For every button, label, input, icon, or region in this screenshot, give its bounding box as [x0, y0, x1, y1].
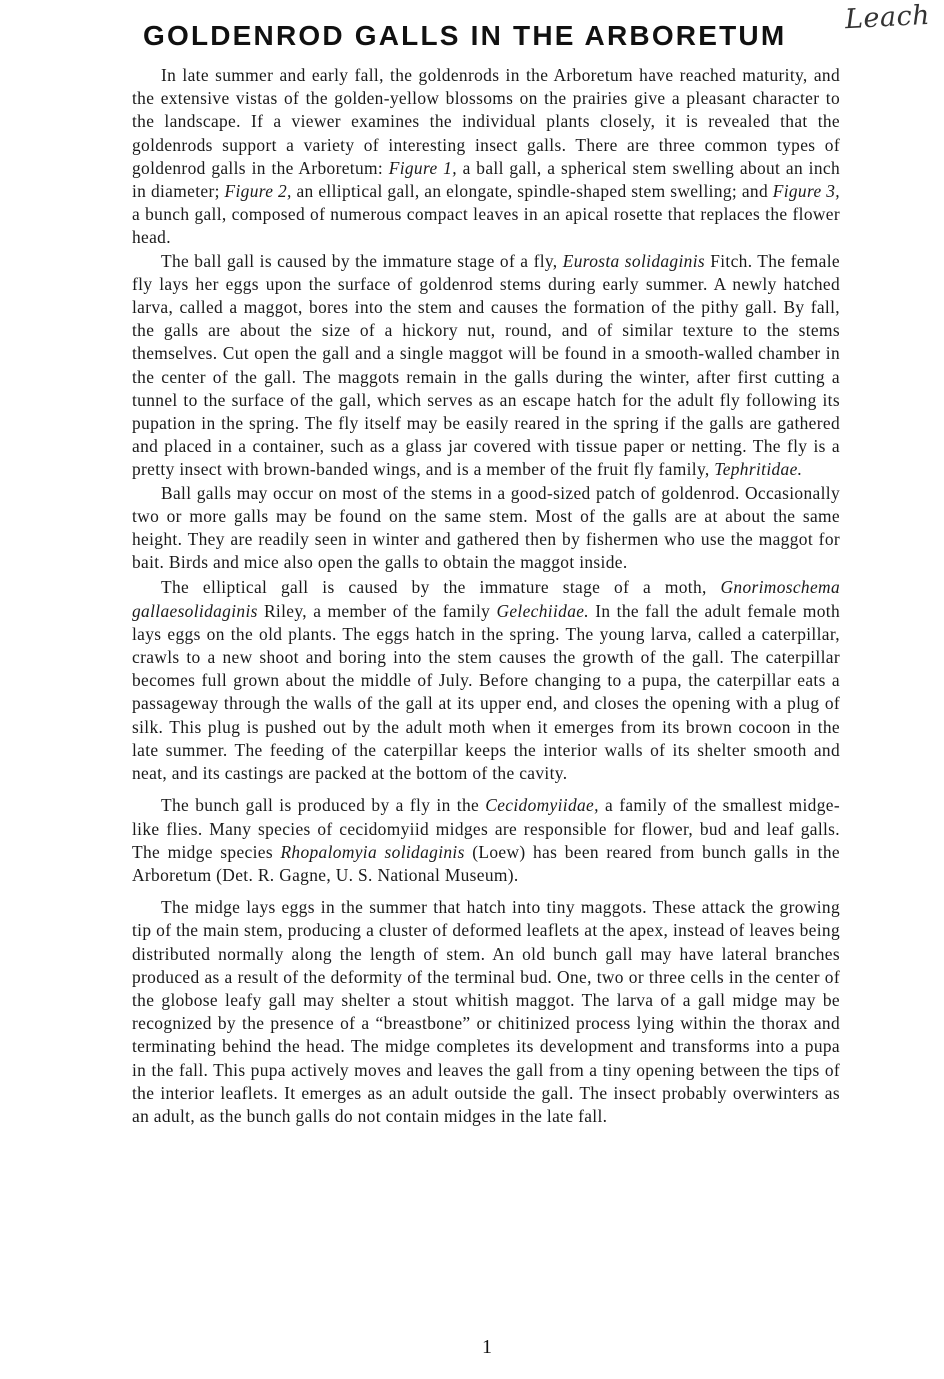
- paragraph-bunch-gall: [132, 794, 840, 887]
- text-run: Riley, a member of the family: [257, 600, 497, 621]
- paragraph-midge-life-cycle: The midge lays eggs in the summer that hatch into tiny maggots. These attack the growing tip of the main stem, producing a cluster of deformed leaflets at the apex, instead of leaves being distributed normally along the length of stem. An old bunch gall may have lateral branches produced as a result of the deformity of the terminal bud. One, two or three cells in the center of the globose leafy gall may shelter a stout whitish maggot. The larva of a gall midge may be recognized by the presence of a “breastbone” or chitinized process lying within the thorax and terminating behind the head. The midge completes its development and transforms into a pupa in the fall. This pupa actively moves and leaves the gall from a tiny opening between the tips of the interior leaflets. It emerges as an adult outside the gall. The insect probably overwinters as an adult, as the bunch galls do not contain midges in the late fall.: [132, 897, 840, 1126]
- figure-reference-1: Figure 1,: [388, 157, 457, 178]
- text-run: The bunch gall is produced by a fly in the: [161, 795, 486, 816]
- family-name: Gelechiidae.: [496, 600, 590, 621]
- text-run: an elliptical gall, an elongate, spindle-shaped stem swelling; and: [291, 181, 773, 202]
- text-run: Fitch. The female fly lays her eggs upon the surface of goldenrod stems during early summer. A newly hatched larva, called a maggot, bores into the stem and causes the formation of the pithy gall. By fall, the galls are about the size of a hickory nut, round, and of similar texture to the stems themselves. Cut open the gall and a single maggot will be found in a smooth-walled chamber in the center of the gall. The maggots remain in the galls during the winter, after first cutting a tunnel to the surface of the gall, which serves as an escape hatch for the adult fly following its pupation in the spring. The fly itself may be easily reared in the spring if the galls are gathered and placed in a container, such as a glass jar covered with tissue paper or netting. The fly is a pretty insect with brown-banded wings, and is a member of the fruit fly family,: [132, 250, 840, 480]
- species-name: Gnorimoschema gallaesolidaginis: [132, 577, 840, 621]
- article-body: [132, 64, 840, 1128]
- text-run: The elliptical gall is caused by the immature stage of a moth,: [161, 577, 721, 598]
- paragraph-ball-gall: [132, 250, 840, 482]
- paragraph-gall-types: [132, 64, 840, 250]
- figure-reference-3: Figure 3,: [772, 181, 840, 202]
- species-name: Rhopalomyia solidaginis: [280, 841, 465, 862]
- text-run: a family of the smallest midge-like flies. Many species of cecidomyiid midges are responsible for flower, bud and leaf galls. The midge species: [132, 795, 840, 862]
- page-title: GOLDENROD GALLS IN THE ARBORETUM: [143, 20, 787, 51]
- handwritten-annotation: Leach: [844, 0, 931, 36]
- paragraph-ball-gall-occurrence: Ball galls may occur on most of the stems in a good-sized patch of goldenrod. Occasionally two or more galls may be found on the same stem. Most of the galls are at about the same height. They are readily seen in winter and gathered then by fishermen who use the maggot for bait. Birds and mice also open the galls to obtain the maggot inside.: [132, 482, 840, 573]
- text-run: The ball gall is caused by the immature stage of a fly,: [161, 250, 563, 271]
- text-run: (Loew) has been reared from bunch galls in the Arboretum (Det. R. Gagne, U. S. National Museum).: [132, 841, 840, 885]
- text-run: In late summer and early fall, the goldenrods in the Arboretum have reached maturity, and the extensive vistas of the golden-yellow blossoms on the prairies give a pleasant character to the landscape. If a viewer examines the individual plants closely, it is revealed that the goldenrods support a variety of interesting insect galls. There are three common types of goldenrod galls in the Arboretum:: [132, 65, 840, 178]
- page-number: 1: [482, 1336, 492, 1358]
- paragraph-elliptical-gall: [132, 576, 840, 785]
- family-name: Tephritidae.: [714, 459, 803, 480]
- figure-reference-2: Figure 2,: [224, 181, 292, 202]
- text-run: a ball gall, a spherical stem swelling about an inch in diameter;: [132, 157, 840, 202]
- text-run: a bunch gall, composed of numerous compact leaves in an apical rosette that replaces the flower head.: [132, 204, 840, 248]
- species-name: Eurosta solidaginis: [562, 250, 705, 271]
- text-run: In the fall the adult female moth lays eggs on the old plants. The eggs hatch in the spring. The young larva, called a caterpillar, crawls to a new shoot and boring into the stem causes the growth of the gall. The caterpillar becomes full grown about the middle of July. Before changing to a pupa, the caterpillar eats a passageway through the walls of the gall at its upper end, and closes the opening with a plug of silk. This plug is pushed out by the adult moth when it emerges from its brown cocoon in the late summer. The feeding of the caterpillar keeps the interior walls of its shelter smooth and neat, and its castings are packed at the bottom of the cavity.: [132, 600, 840, 784]
- family-name: Cecidomyiidae,: [485, 795, 599, 816]
